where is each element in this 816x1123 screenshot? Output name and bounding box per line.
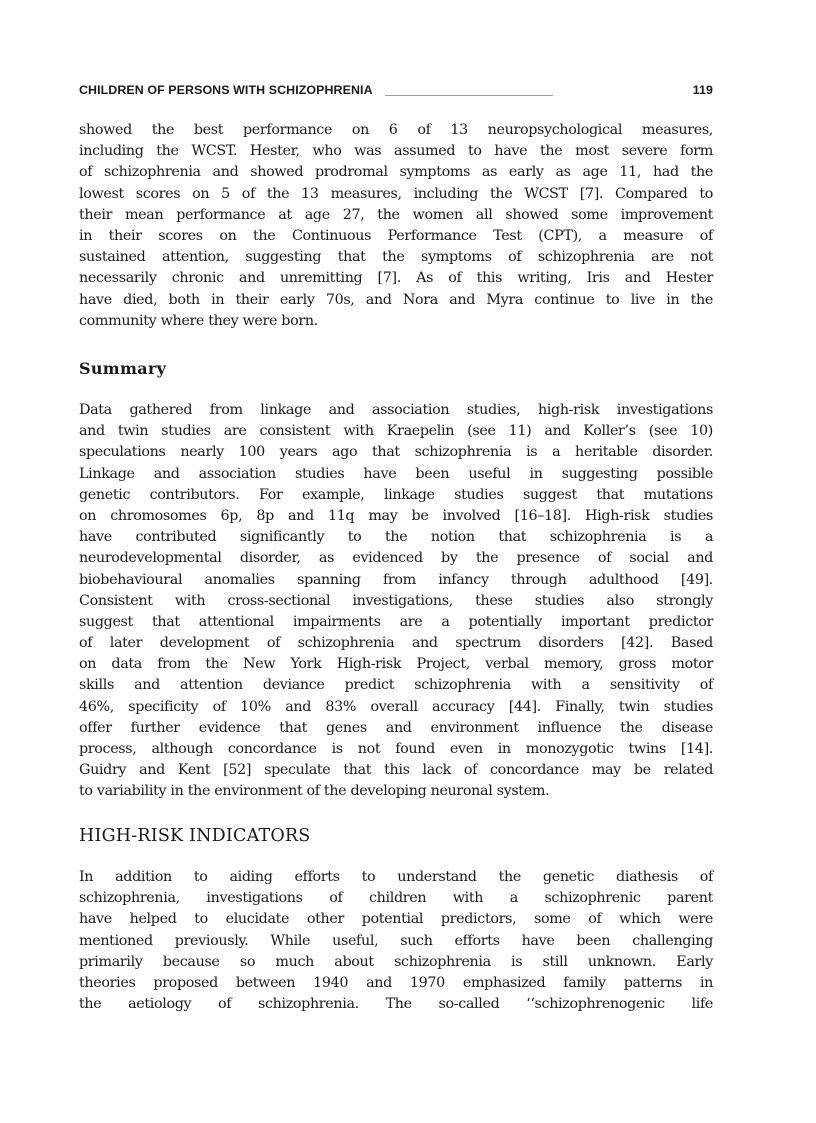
text-line: speculations nearly 100 years ago that schizophrenia is a heritable disorder. [79,444,713,461]
text-line: Linkage and association studies have been useful in suggesting possible [79,465,713,482]
text-line: and twin studies are consistent with Kraepelin (see 11) and Koller’s (see 10) [79,423,713,440]
text-line: genetic contributors. For example, linkage studies suggest that mutations [79,486,713,503]
text-line: suggest that attentional impairments are a potentially important predictor [79,613,713,630]
text-line: community where they were born. [79,312,318,329]
text-line: process, although concordance is not found even in monozygotic twins [14]. [79,741,713,757]
text-line: their mean performance at age 27, the women all showed some improvement [79,206,713,223]
text-line: schizophrenia, investigations of children with a schizophrenic parent [79,890,713,907]
text-line: the aetiology of schizophrenia. The so-called ‘‘schizophrenogenic life [79,996,713,1013]
paragraph-continuation [79,120,713,332]
text-line: Guidry and Kent [52] speculate that this lack of concordance may be related [79,762,713,779]
text-line: mentioned previously. While useful, such efforts have been challenging [79,932,713,949]
text-line: of later development of schizophrenia and spectrum disorders [42]. Based [79,635,713,652]
text-line: In addition to aiding efforts to understand the genetic diathesis of [79,869,713,885]
text-line: on data from the New York High-risk Project, verbal memory, gross motor [79,656,713,673]
text-line: necessarily chronic and unremitting [7]. As of this writing, Iris and Hester [79,270,713,287]
text-line: in their scores on the Continuous Performance Test (CPT), a measure of [79,227,713,244]
text-line: have helped to elucidate other potential predictors, some of which were [79,911,713,928]
text-line: on chromosomes 6p, 8p and 11q may be involved [16–18]. High-risk studies [79,507,713,524]
text-line: sustained attention, suggesting that the symptoms of schizophrenia are not [79,249,713,266]
text-line: neurodevelopmental disorder, as evidenced by the presence of social and [79,550,713,567]
running-head-title: CHILDREN OF PERSONS WITH SCHIZOPHRENIA [79,83,373,97]
text-line: primarily because so much about schizophrenia is still unknown. Early [79,953,713,970]
text-line: showed the best performance on 6 of 13 neuropsychological measures, [79,122,713,138]
section-heading-summary: Summary [79,359,167,378]
running-head [79,80,713,100]
text-line: of schizophrenia and showed prodromal symptoms as early as age 11, had the [79,164,713,181]
text-line: to variability in the environment of the developing neuronal system. [79,783,550,800]
text-line: Data gathered from linkage and association studies, high-risk investigations [79,402,713,418]
text-line: have contributed significantly to the notion that schizophrenia is a [79,529,713,546]
section-heading-high-risk-indicators: HIGH-RISK INDICATORS [79,826,311,846]
text-line: Consistent with cross-sectional investigations, these studies also strongly [79,592,713,609]
text-line: theories proposed between 1940 and 1970 emphasized family patterns in [79,974,713,991]
page-number: 119 [692,83,713,97]
text-line: including the WCST. Hester, who was assumed to have the most severe form [79,143,713,160]
text-line: lowest scores on 5 of the 13 measures, including the WCST [7]. Compared to [79,185,713,202]
paragraph-summary [79,400,713,803]
text-line: skills and attention deviance predict schizophrenia with a sensitivity of [79,677,713,694]
text-line: offer further evidence that genes and environment influence the disease [79,719,713,736]
paragraph-high-risk-indicators [79,867,713,1015]
text-line: biobehavioural anomalies spanning from infancy through adulthood [49]. [79,571,713,588]
running-head-rule [385,94,553,96]
book-page [79,80,713,1013]
text-line: 46%, specificity of 10% and 83% overall accuracy [44]. Finally, twin studies [79,698,713,715]
text-line: have died, both in their early 70s, and Nora and Myra continue to live in the [79,291,713,308]
